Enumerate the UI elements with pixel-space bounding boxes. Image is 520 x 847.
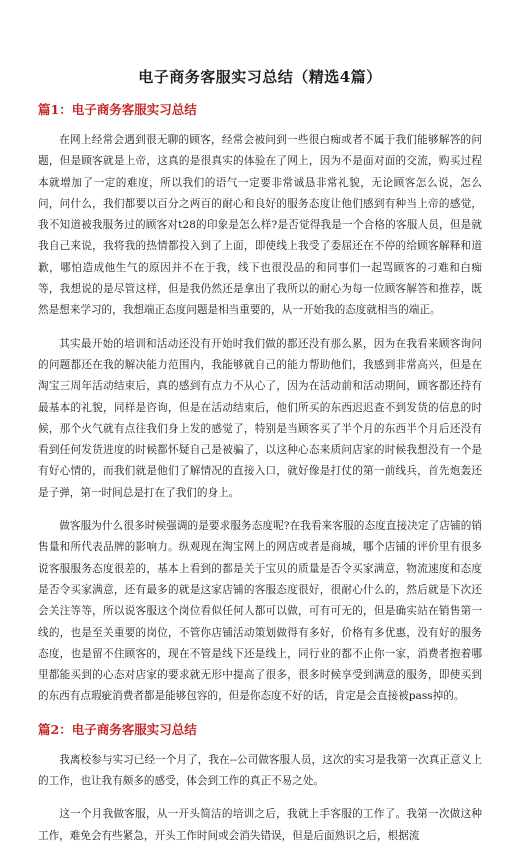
document-title: 电子商务客服实习总结（精选4篇）	[138, 68, 382, 86]
paragraph: 做客服为什么很多时候强调的是要求服务态度呢?在我看来客服的态度直接决定了店铺的销售量和所代表品牌的影响力。纵观现在淘宝网上的网店或者是商城，哪个店铺的评价里有很多说客服服务态度很差的，基本上看到的都是关于宝贝的质量是否令买家满意，物流速度和态度是否令买家满意，还有最多的就是这家店铺的客服态度很好，很耐心什么的，然后就是下次还会关注等等，所以说客服这个岗位看似任何人都可以做，可有可无的，但是确实站在销售第一线的，也是至关重要的岗位，不管你店铺活动策划做得有多好，价格有多优惠，没有好的服务态度，也是留不住顾客的，现在不管是线下还是线上，同行业的都不止你一家，消费者抱着哪里都能买到的心态对店家的要求就无形中提高了很多，很多时候享受到满意的服务，即使买到的东西有点瑕疵消费者都是能够包容的，但是你态度不好的话，肯定是会直接被pass掉的。	[38, 520, 482, 703]
paragraph: 这一个月我做客服，从一开头简洁的培训之后，我就上手客服的工作了。我第一次做这种工作，难免会有些紧急，开头工作时间或会消失错误，但是后面熟识之后，根据流	[38, 808, 482, 842]
section-heading-1: 篇1：电子商务客服实习总结	[38, 102, 197, 117]
paragraph: 其实最开始的培训和活动还没有开始时我们做的都还没有那么累，因为在我看来顾客询问的问题都还在我的解决能力范围内，我能够就自己的能力帮助他们，我感到非常高兴，但是在淘宝三周年活动结束后，真的感到有点力不从心了，因为在活动前和活动期间，顾客都还持有最基本的礼貌，同样是咨询，但是在活动结束后，他们所买的东西迟迟查不到发货的信息的时候，那个火气就有点往我们身上发的感觉了，特别是当顾客买了半个月的东西半个月后还没有看到任何发货进度的时候都怀疑自己是被骗了，以这种心态来质问店家的时候我想没有一个是有好心情的，而我们就是他们了解情况的直接入口，就好像是打仗的第一前线兵，首先炮轰还是子弹，第一时间总是打在了我们的身上。	[38, 337, 482, 499]
paragraph: 我离校参与实习已经一个月了，我在--公司做客服人员，这次的实习是我第一次真正意义上的工作，也让我有颇多的感受，体会到工作的真正不易之处。	[38, 753, 482, 788]
section-heading-2: 篇2：电子商务客服实习总结	[38, 721, 197, 737]
paragraph: 在网上经常会遇到很无聊的顾客，经常会被问到一些很白痴或者不属于我们能够解答的问题，但是顾客就是上帝，这真的是很真实的体验在了网上，因为不是面对面的交流，购买过程本就增加了一定的难度，所以我们的语气一定要非常诚恳非常礼貌，无论顾客怎么说，怎么问，问什么，我们都要以百分之两百的耐心和良好的服务态度让他们感到有种当上帝的感觉，我不知道被我服务过的顾客对t28的印象是怎么样?是否觉得我是一个合格的客服人员，但是就我自己来说，我将我的热情都投入到了上面，即使线上我受了委屈还在不停的给顾客解释和道歉，哪怕造成他生气的原因并不在于我，线下也很没品的和同事们一起骂顾客的刁难和白痴等，我想说的是尽管这样，但是我仍然还是拿出了我所以的耐心为每一位顾客解答和推荐，既然是想来学习的，我想端正态度问题是相当重要的，从一开始我的态度就相当的端正。	[38, 134, 482, 317]
